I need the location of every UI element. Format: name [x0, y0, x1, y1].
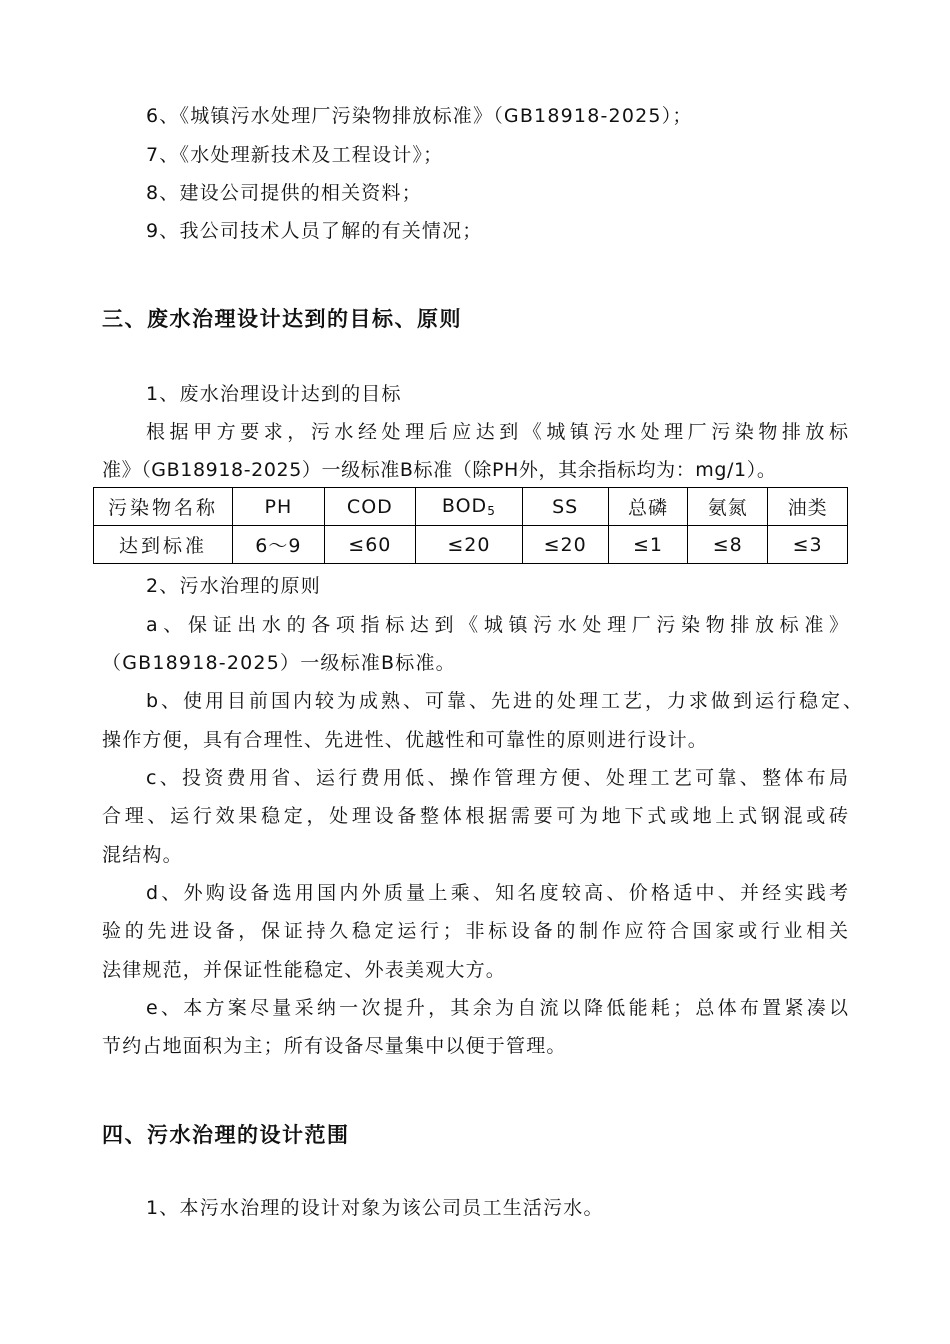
table-cell: ≤3 — [768, 526, 848, 564]
principle-d-line-1: d、外购设备选用国内外质量上乘、知名度较高、价格适中、并经实践考 — [146, 882, 848, 904]
table-header-cell — [415, 488, 522, 526]
goal-text-line-2: 准》（GB18918-2025）一级标准B标准（除PH外，其余指标均为：mg/1）。 — [102, 459, 777, 481]
principle-b-line-2: 操作方便，具有合理性、先进性、优越性和可靠性的原则进行设计。 — [102, 729, 709, 751]
table-header-cell: PH — [233, 488, 325, 526]
principle-e-line-2: 节约占地面积为主；所有设备尽量集中以便于管理。 — [102, 1035, 567, 1057]
principle-d-line-3: 法律规范，并保证性能稳定、外表美观大方。 — [102, 959, 507, 981]
goal-title: 1、废水治理设计达到的目标 — [146, 383, 402, 405]
section-3-heading: 三、废水治理设计达到的目标、原则 — [102, 307, 462, 331]
table-header-cell: COD — [324, 488, 415, 526]
table-cell: ≤60 — [324, 526, 415, 564]
section-4-item-1: 1、本污水治理的设计对象为该公司员工生活污水。 — [146, 1197, 604, 1219]
reference-item-7: 7、《水处理新技术及工程设计》； — [146, 144, 444, 166]
principle-d-line-2: 验的先进设备，保证持久稳定运行；非标设备的制作应符合国家或行业相关 — [102, 920, 848, 942]
table-cell: ≤8 — [688, 526, 768, 564]
table-cell: ≤1 — [608, 526, 688, 564]
principle-title: 2、污水治理的原则 — [146, 575, 321, 597]
table-header-cell: 总磷 — [608, 488, 688, 526]
principle-c-line-3: 混结构。 — [102, 844, 183, 866]
principle-a-line-1: a、保证出水的各项指标达到《城镇污水处理厂污染物排放标准》 — [146, 614, 848, 636]
principle-b-line-1: b、使用目前国内较为成熟、可靠、先进的处理工艺，力求做到运行稳定、 — [146, 690, 862, 712]
table-cell: ≤20 — [415, 526, 522, 564]
bod-subscript: 5 — [487, 504, 496, 518]
discharge-standard-table — [93, 487, 848, 564]
table-header-cell: 氨氮 — [688, 488, 768, 526]
principle-c-line-1: c、投资费用省、运行费用低、操作管理方便、处理工艺可靠、整体布局 — [146, 767, 848, 789]
reference-item-8: 8、建设公司提供的相关资料； — [146, 182, 422, 204]
bod-label: BOD — [441, 495, 488, 517]
reference-item-6: 6、《城镇污水处理厂污染物排放标准》（GB18918-2025）； — [146, 105, 693, 127]
principle-c-line-2: 合理、运行效果稳定，处理设备整体根据需要可为地下式或地上式钢混或砖 — [102, 805, 848, 827]
table-cell: 达到标准 — [94, 526, 233, 564]
table-header-cell: 油类 — [768, 488, 848, 526]
reference-item-9: 9、我公司技术人员了解的有关情况； — [146, 220, 483, 242]
section-4-heading: 四、污水治理的设计范围 — [102, 1123, 350, 1147]
principle-e-line-1: e、本方案尽量采纳一次提升，其余为自流以降低能耗；总体布置紧凑以 — [146, 997, 848, 1019]
table-cell: 6～9 — [233, 526, 325, 564]
table-header-row — [94, 488, 848, 526]
principle-a-line-2: （GB18918-2025）一级标准B标准。 — [102, 652, 456, 674]
table-header-cell: SS — [522, 488, 608, 526]
table-header-cell: 污染物名称 — [94, 488, 233, 526]
goal-text-line-1: 根据甲方要求，污水经处理后应达到《城镇污水处理厂污染物排放标 — [146, 421, 848, 443]
table-cell: ≤20 — [522, 526, 608, 564]
table-row — [94, 526, 848, 564]
